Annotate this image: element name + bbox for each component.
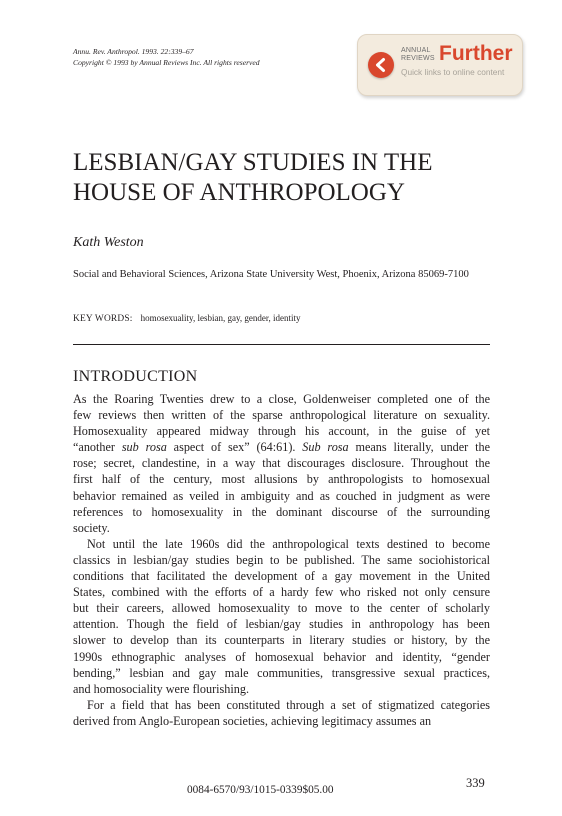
- body-line: derived from Anglo-European societies, achieving legitimacy assumes an: [73, 713, 432, 728]
- keywords-label: KEY WORDS:: [73, 314, 133, 324]
- body-line: and homosociality were flourishing.: [73, 681, 250, 696]
- body-line: attention. Though the field of lesbian/gay studies in anthropology has been: [73, 617, 490, 632]
- journal-citation: Annu. Rev. Anthropol. 1993. 22:339–67: [73, 47, 194, 56]
- reviews-label: REVIEWS: [401, 55, 435, 62]
- further-subtitle[interactable]: Quick links to online content: [401, 67, 505, 77]
- body-line: first half of the century, most allusions by anthropologists to homosexual: [73, 472, 490, 487]
- body-line: For a field that has been constituted through a set of stigmatized categories: [87, 697, 490, 712]
- body-line: “another sub rosa aspect of sex” (64:61). Sub rosa means literally, under the: [73, 440, 490, 455]
- further-label: Further: [439, 42, 513, 65]
- body-line: behavior remained as veiled in ambiguity and as couched in judgment as were: [73, 488, 490, 503]
- journal-header: [73, 46, 260, 68]
- author-affiliation: Social and Behavioral Sciences, Arizona State University West, Phoenix, Arizona 85069-7100: [73, 269, 469, 280]
- body-line: 1990s ethnographic analyses of homosexual behavior and identity, “gender: [73, 649, 490, 664]
- section-divider: [73, 344, 490, 345]
- author-name: Kath Weston: [73, 235, 144, 250]
- title-line-1: LESBIAN/GAY STUDIES IN THE: [73, 149, 433, 176]
- body-line: As the Roaring Twenties drew to a close, Goldenweiser completed one of the: [73, 392, 490, 406]
- page-number: 339: [466, 776, 485, 790]
- article-code: 0084-6570/93/1015-0339$05.00: [187, 784, 334, 796]
- body-line: but their careers, allowed homosexuality to move to the center of scholarly: [73, 601, 490, 616]
- body-line: society.: [73, 520, 110, 535]
- body-line: rose; secret, clandestine, in a way that discourages disclosure. Throughout the: [73, 456, 490, 471]
- body-line: slower to develop than its counterparts in literary studies or history, by the: [73, 633, 490, 648]
- body-line: conditions that facilitated the development of a gay movement in the United: [73, 569, 490, 584]
- keywords: [73, 313, 301, 324]
- article-title: [73, 148, 433, 208]
- body-line: bending,” lesbian and gay male communities, transgressive sexual practices,: [73, 665, 490, 680]
- copyright-notice: Copyright © 1993 by Annual Reviews Inc. All rights reserved: [73, 58, 260, 67]
- body-line: few reviews then written of the sparse anthropological literature on sexuality.: [73, 408, 490, 423]
- body-line: Homosexuality appeared midway through his account, in the guise of yet: [73, 424, 490, 439]
- further-arrow-button[interactable]: [368, 52, 394, 78]
- section-heading: INTRODUCTION: [73, 368, 198, 385]
- body-line: classics in lesbian/gay studies begin to be published. The same sociohistorical: [73, 552, 490, 567]
- chevron-left-icon: [373, 57, 389, 73]
- title-line-2: HOUSE OF ANTHROPOLOGY: [73, 179, 405, 206]
- annual-label: ANNUAL: [401, 47, 431, 54]
- further-banner[interactable]: [357, 34, 523, 96]
- body-line: Not until the late 1960s did the anthropological texts destined to become: [87, 536, 490, 551]
- keywords-list: homosexuality, lesbian, gay, gender, identity: [140, 313, 301, 323]
- annual-reviews-logo-text: [401, 47, 435, 63]
- body-line: references to homosexuality in the dominant discourse of the surrounding: [73, 504, 490, 519]
- body-text: [73, 391, 490, 729]
- body-line: States, combined with the efforts of a hardy few who risked not only censure: [73, 585, 490, 600]
